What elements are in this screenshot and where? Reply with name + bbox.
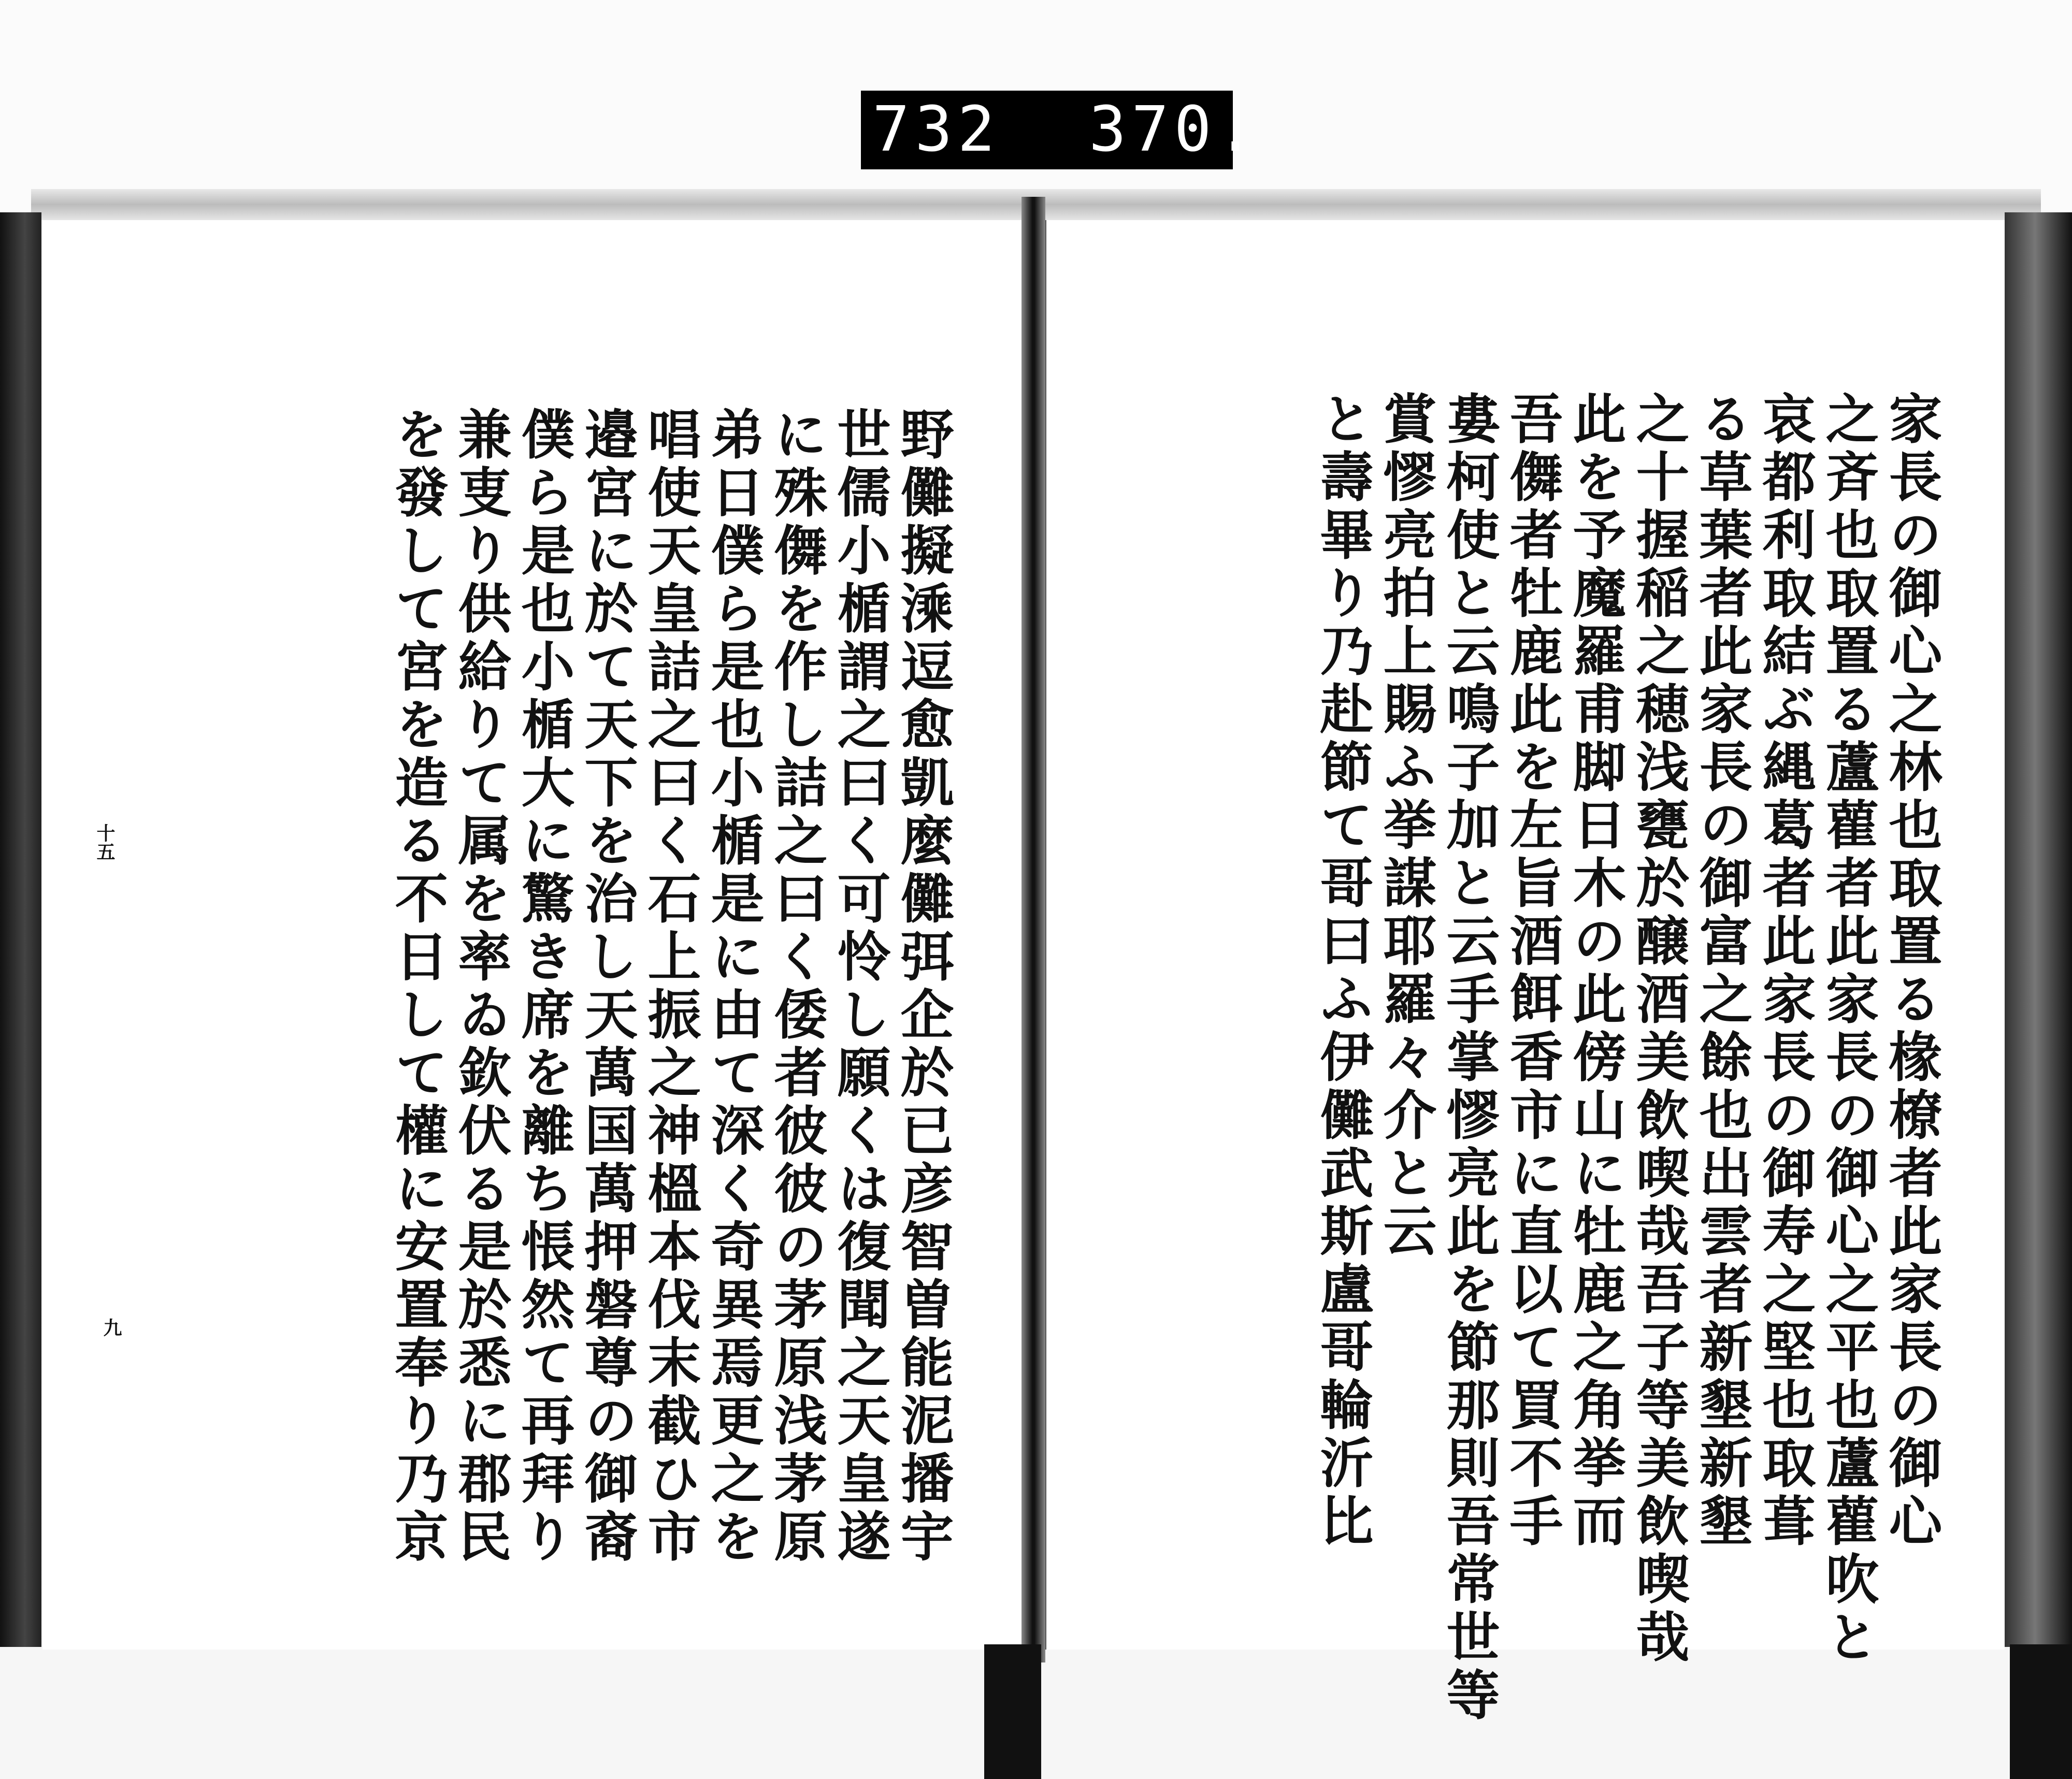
text-line: 世儒小楯謂之曰く可怜し願くは復聞之天皇遂 [828,407,891,1567]
book-left-edge [0,212,41,1647]
text-line: に殊儛を作し詰之曰く倭者彼彼の茅原浅茅原 [765,407,828,1567]
binding-tab-center [984,1644,1041,1779]
text-line: 僕ら是也小楯大に驚き席を離ち悵然て再拜り [512,407,575,1567]
text-line: 野儺擬溗逗愈凱麼儺弭企於已彦智曽能泥播宇 [891,407,954,1567]
right-page [1045,220,2005,1725]
text-line: 賞憀亮拍上賜ふ挙謀耶羅々介と云 [1374,391,1437,1261]
book-spine [1021,197,1045,1662]
text-line: 唱使天皇詰之曰く石上振之神榲本伐末截ひ市 [639,407,701,1567]
text-line: 吾儛者牡鹿此を左旨酒餌香市に直以て買不手 [1501,391,1563,1551]
text-line: る草葉者此家長の御富之餘也出雲者新墾新墾 [1690,391,1753,1551]
right-page-text [1311,391,1942,1725]
binding-tab-right [2010,1644,2072,1779]
scan-label-right-number: 370. [1089,94,1259,166]
text-line: 弟日僕ら是也小楯是に由て深く奇異焉更之を [702,407,765,1567]
folio-number-lower: 九 [100,1318,122,1337]
scan-label-plate [861,91,1259,169]
book-right-edge [2005,212,2072,1647]
folio-number-upper: 十五 [94,823,116,861]
left-page-text [385,407,954,1650]
text-line: と壽畢り乃赴節て哥曰ふ伊儺武斯盧哥輪沂比 [1311,391,1374,1551]
left-page [42,220,1023,1650]
scan-label-left-number: 732 [872,94,1000,166]
text-line: 之斉也取置る蘆雚者此家長の御心之平也蘆雚吹と [1817,391,1879,1667]
text-line: を發して宮を造る不日して權に安置奉り乃京 [386,407,449,1567]
text-line: 家長の御心之林也取置る椽橑者此家長の御心 [1880,391,1942,1551]
text-line: 此を予魔羅甫脚日木の此傍山に牡鹿之角挙而 [1564,391,1627,1551]
text-line: 之十握稲之穂浅甕於醸酒美飲喫哉吾子等美飲喫哉 [1627,391,1690,1667]
text-line: 兼叓り供給りて属を率ゐ欽伏る是於悉に郡民 [449,407,512,1567]
text-line: 婁柯使と云鳴子加と云手掌憀亮此を節那則吾常世等 [1437,391,1500,1725]
text-line: 邉宮に於て天下を治し天萬国萬押磐尊の御裔 [575,407,638,1567]
text-line: 哀都利取結ぶ縄葛者此家長の御寿之堅也取葺 [1753,391,1816,1551]
